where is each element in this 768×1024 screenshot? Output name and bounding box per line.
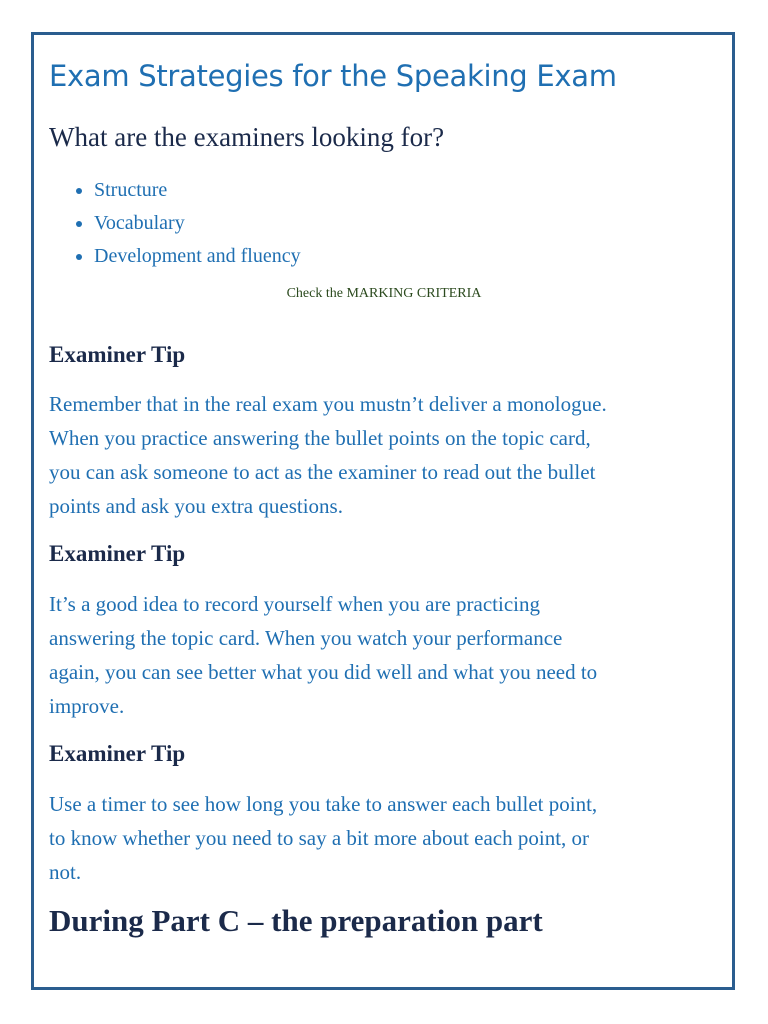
tip-line: It’s a good idea to record yourself when you are practicing: [49, 592, 540, 616]
tip-line: When you practice answering the bullet points on the topic card,: [49, 426, 591, 450]
preparation-part-heading: During Part C – the preparation part: [49, 903, 543, 938]
tip-line: not.: [49, 860, 82, 884]
list-item: • Structure: [94, 174, 301, 207]
document-frame: [31, 32, 735, 990]
examiner-tip-heading: Examiner Tip: [49, 342, 186, 367]
examiner-tip-heading: Examiner Tip: [49, 741, 186, 766]
examiner-tip-heading: Examiner Tip: [49, 541, 186, 566]
list-item: • Vocabulary: [94, 207, 301, 240]
tip-line: to know whether you need to say a bit more about each point, or: [49, 826, 590, 850]
examiner-tip-text: [49, 587, 719, 723]
examiner-tip-text: [49, 387, 719, 523]
list-item: • Development and fluency: [94, 240, 301, 273]
tip-line: Use a timer to see how long you take to answer each bullet point,: [49, 792, 598, 816]
criteria-list: [49, 174, 301, 273]
examiner-tip-text: [49, 787, 719, 889]
examiners-question-heading: What are the examiners looking for?: [49, 122, 445, 152]
tip-line: you can ask someone to act as the examiner to read out the bullet: [49, 460, 596, 484]
page-title: Exam Strategies for the Speaking Exam: [49, 59, 617, 93]
tip-line: improve.: [49, 694, 125, 718]
tip-line: Remember that in the real exam you mustn’t deliver a monologue.: [49, 392, 607, 416]
tip-line: answering the topic card. When you watch your performance: [49, 626, 563, 650]
marking-criteria-note: Check the MARKING CRITERIA: [286, 286, 482, 301]
tip-line: points and ask you extra questions.: [49, 494, 343, 518]
tip-line: again, you can see better what you did well and what you need to: [49, 660, 598, 684]
